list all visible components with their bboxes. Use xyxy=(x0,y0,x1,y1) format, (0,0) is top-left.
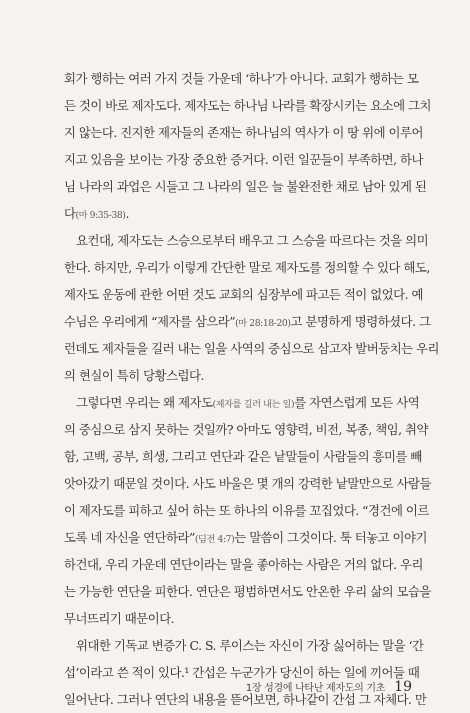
text-segment: 지고 있음을 보이는 가장 중요한 증거다. 이런 일꾼들이 부족하면, 하나 xyxy=(64,152,423,167)
text-segment: 일어난다. 그러나 연단의 내용을 뜯어보면, 하나같이 간섭 그 자체다. 만 xyxy=(64,692,427,707)
text-segment: 의 중심으로 삼지 못하는 것일까? 아마도 영향력, 비전, 복종, 책임, 취약 xyxy=(64,422,428,437)
text-segment: 님 나라의 과업은 시들고 그 나라의 일은 늘 불완전한 채로 남아 있게 된 xyxy=(64,179,427,194)
text-line xyxy=(64,92,431,119)
text-segment: 를 자연스럽게 모든 사역 xyxy=(294,395,420,410)
text-line xyxy=(64,497,429,524)
text-line xyxy=(64,227,429,254)
text-segment: 섭’이라고 쓴 적이 있다.¹ 간섭은 누군가가 당신이 하는 일에 끼어들 때 xyxy=(64,665,420,680)
text-line xyxy=(64,65,419,92)
paragraph xyxy=(64,227,440,389)
text-line xyxy=(64,146,423,173)
text-segment: 이 제자도를 피하고 싶어 하는 또 하나의 이유를 꼬집었다. “경건에 이르 xyxy=(64,503,429,518)
page-number: 19 xyxy=(394,679,412,695)
scripture-reference: (딤전 4:7) xyxy=(194,534,235,545)
text-segment: 다 xyxy=(64,206,76,221)
text-segment: 든 것이 바로 제자도다. 제자도는 하나님 나라를 확장시키는 요소에 그치 xyxy=(64,98,431,113)
text-segment: 회가 행하는 여러 가지 것들 가운데 ‘하나’가 아니다. 교회가 행하는 모 xyxy=(64,71,419,86)
text-line xyxy=(64,173,427,200)
text-segment: 런데도 제자들을 길러 내는 일을 사역의 중심으로 삼고자 발버둥치는 우리 xyxy=(64,341,440,356)
text-segment: 요컨대, 제자도는 스승으로부터 배우고 그 스승을 따르다는 것을 의미 xyxy=(76,233,429,248)
text-segment: 고 분명하게 명령하셨다. 그 xyxy=(290,314,431,329)
text-segment: 도록 네 자신을 연단하라” xyxy=(64,530,195,545)
scripture-reference: (제자를 길러 내는 일) xyxy=(212,399,295,410)
text-segment: . xyxy=(125,206,129,221)
text-segment: 제자도 운동에 관한 어떤 것도 교회의 심장부에 파고든 적이 없었다. 예 xyxy=(64,287,423,302)
paragraph xyxy=(64,65,431,227)
text-line xyxy=(64,254,430,281)
text-line xyxy=(64,281,423,308)
body-text xyxy=(64,65,440,713)
text-line xyxy=(64,605,416,632)
scripture-reference: (마 9:35-38) xyxy=(75,210,126,221)
text-segment: 무너뜨리기 때문이다. xyxy=(64,611,175,626)
text-segment: 한다. 하지만, 우리가 이렇게 간단한 말로 제자도를 정의할 수 있다 해도, xyxy=(64,260,430,275)
text-line xyxy=(64,308,431,335)
text-line xyxy=(64,578,431,605)
text-segment: 는 가능한 연단을 피한다. 연단은 평범하면서도 안온한 우리 삶의 모습을 xyxy=(64,584,431,599)
text-line xyxy=(64,443,422,470)
text-segment: 그렇다면 우리는 왜 제자도 xyxy=(76,395,213,410)
text-segment: 의 현실이 특히 당황스럽다. xyxy=(64,368,204,383)
text-line xyxy=(64,632,424,659)
text-segment: 는 말씀이 그것이다. 툭 터놓고 이야기 xyxy=(234,530,427,545)
scripture-reference: (마 28:18-20) xyxy=(235,318,291,329)
text-line xyxy=(64,389,420,416)
text-segment: 함, 고백, 공부, 희생, 그리고 연단과 같은 낱말들이 사람들의 흥미를 빼 xyxy=(64,449,422,464)
text-segment: 앗아갔기 때문일 것이다. 사도 바울은 몇 개의 강력한 낱말만으로 사람들 xyxy=(64,476,431,491)
text-line xyxy=(64,470,431,497)
text-line xyxy=(64,524,427,551)
text-line xyxy=(64,200,416,227)
text-segment: 지 않는다. 진지한 제자들의 존재는 하나님의 역사가 이 땅 위에 이루어 xyxy=(64,125,423,140)
text-segment: 위대한 기독교 변증가 C. S. 루이스는 자신이 가장 싫어하는 말을 ‘간 xyxy=(76,638,424,653)
text-segment: 수님은 우리에게 “제자를 삼으라” xyxy=(64,314,236,329)
text-line xyxy=(64,551,423,578)
text-line xyxy=(64,119,423,146)
page-footer xyxy=(246,676,412,696)
text-line xyxy=(64,362,416,389)
paragraph xyxy=(64,632,427,713)
running-footer-chapter-title: 1장 성경에 나타난 제자도의 기초 xyxy=(245,683,386,694)
paragraph xyxy=(64,389,431,632)
text-line xyxy=(64,416,428,443)
text-segment: 하건대, 우리 가운데 연단이라는 말을 좋아하는 사람은 거의 없다. 우리 xyxy=(64,557,423,572)
text-line xyxy=(64,335,440,362)
